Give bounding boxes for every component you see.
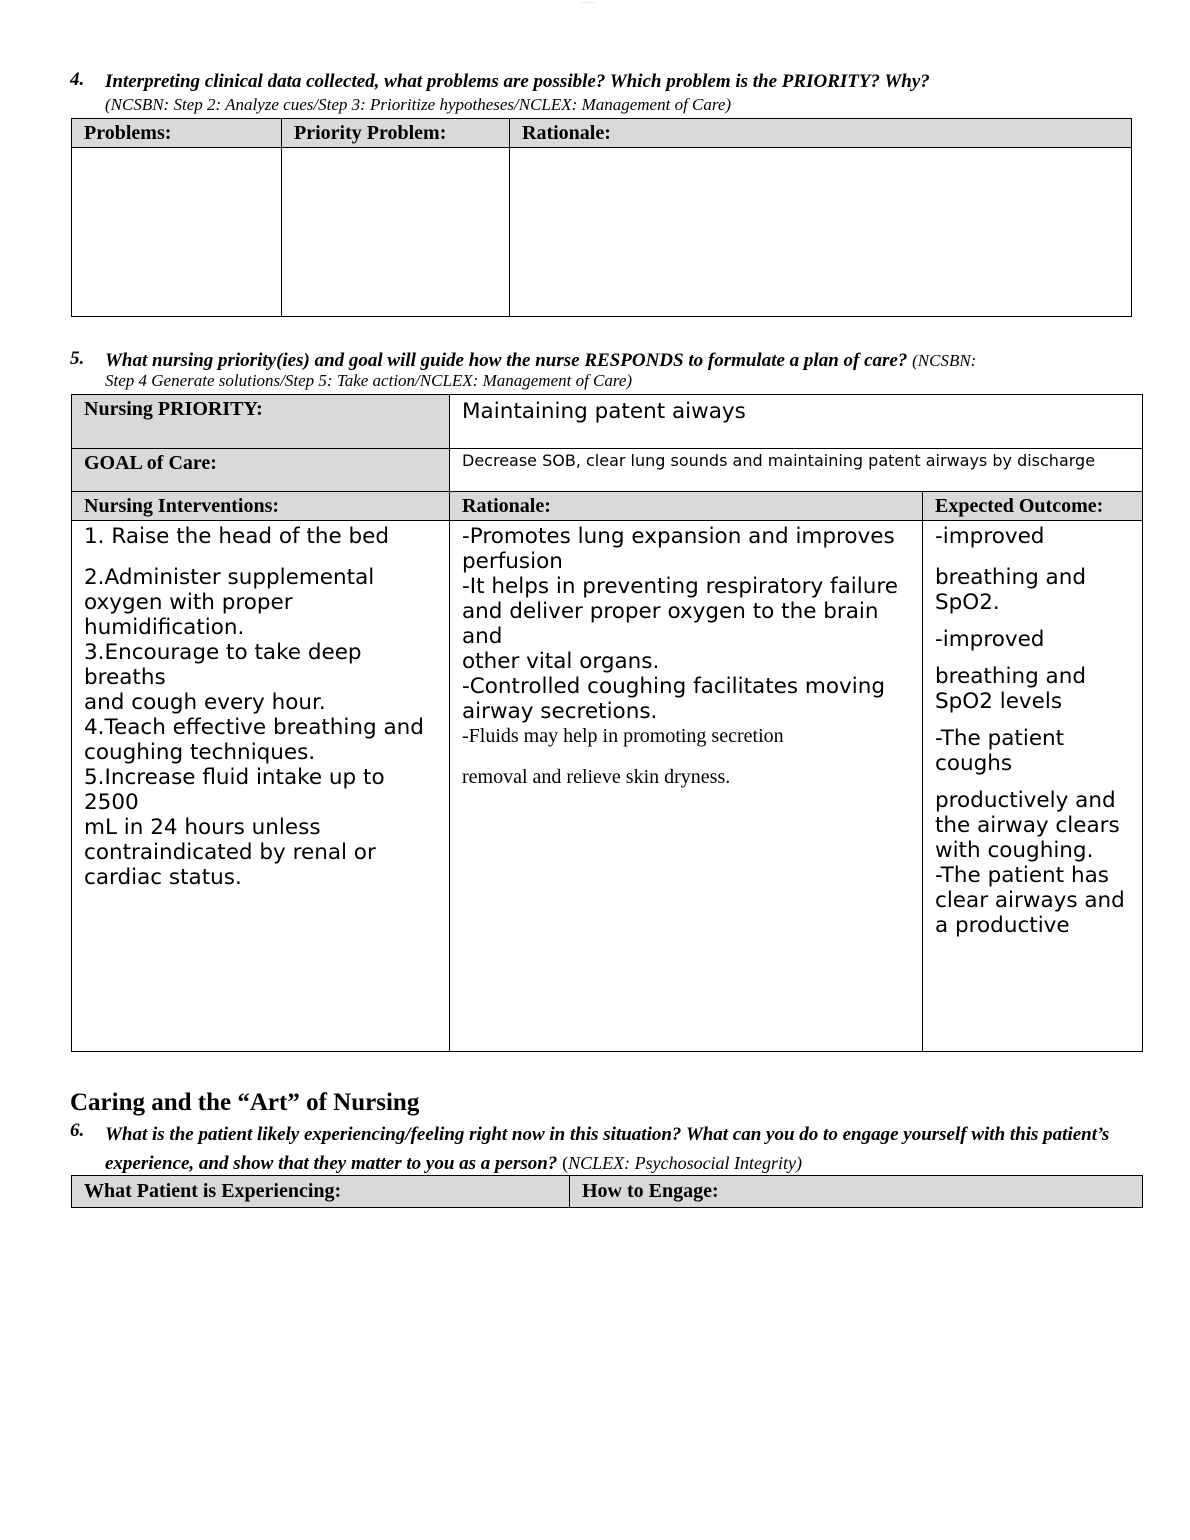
question-4 [70, 69, 1130, 115]
nursing-priority-label: Nursing PRIORITY: [72, 395, 450, 449]
outcome-line: -improved [935, 627, 1045, 652]
question-5 [70, 348, 1130, 391]
outcome-line: breathing and SpO2. [935, 565, 1087, 615]
question-reference: Step 4 Generate solutions/Step 5: Take action/NCLEX: Management of Care) [105, 371, 633, 390]
intervention-line: 5.Increase fluid intake up to 2500 [84, 765, 385, 815]
section-title: Caring and the “Art” of Nursing [70, 1089, 420, 1116]
problems-cell[interactable] [72, 148, 282, 317]
outcome-line: -improved [935, 524, 1045, 549]
plan-of-care-table [71, 394, 1143, 1052]
intervention-line: 4.Teach effective breathing and [84, 715, 424, 740]
goal-of-care-label: GOAL of Care: [72, 449, 450, 492]
outcome-line: -The patient coughs [935, 726, 1065, 776]
intervention-line: 1. Raise the head of the bed [84, 524, 390, 549]
question-reference: NCLEX: Psychosocial Integrity) [568, 1153, 803, 1173]
intervention-line: mL in 24 hours unless contraindicated by renal or cardiac status. [84, 815, 376, 890]
outcome-line: productively and the airway clears with coughing. [935, 788, 1120, 863]
interventions-cell[interactable] [72, 521, 450, 1052]
outcome-line: breathing and SpO2 levels [935, 664, 1087, 714]
question-number: 5. [70, 348, 85, 369]
nursing-priority-value[interactable]: Maintaining patent aiways [450, 395, 1143, 449]
intervention-line: 2.Administer supplemental oxygen with proper humidification. [84, 565, 375, 640]
rationale-line: -Promotes lung expansion and improves [462, 524, 895, 549]
patient-experiencing-header: What Patient is Experiencing: [72, 1176, 570, 1208]
outcome-line: a productive [935, 913, 1070, 938]
rationale-line: and deliver proper oxygen to the brain and [462, 599, 879, 649]
expected-outcome-cell[interactable] [923, 521, 1143, 1052]
priority-problem-cell[interactable] [282, 148, 510, 317]
rationale-line: removal and relieve skin dryness. [462, 766, 731, 788]
intervention-line: and cough every hour. [84, 690, 326, 715]
question-text: Interpreting clinical data collected, what problems are possible? Which problem is the PRIORITY? Why? [105, 71, 930, 92]
header-mark: ·········· [582, 0, 595, 5]
question-reference-start: (NCSBN: [912, 351, 977, 370]
rationale-line: airway secretions. [462, 699, 658, 724]
intervention-line: 3.Encourage to take deep breaths [84, 640, 362, 690]
problems-table [71, 118, 1132, 317]
rationale-cell[interactable] [510, 148, 1132, 317]
rationale-header: Rationale: [510, 119, 1132, 148]
how-to-engage-header: How to Engage: [570, 1176, 1143, 1208]
goal-of-care-value[interactable]: Decrease SOB, clear lung sounds and maintaining patent airways by discharge [450, 449, 1143, 492]
rationale-line: -Fluids may help in promoting secretion [462, 725, 784, 747]
question-number: 4. [70, 69, 85, 90]
interventions-header: Nursing Interventions: [72, 492, 450, 521]
rationale-line: perfusion [462, 549, 563, 574]
outcome-line: -The patient has clear airways and [935, 863, 1125, 913]
question-reference-paren: ( [562, 1153, 569, 1173]
question-number: 6. [70, 1120, 85, 1141]
question-text: What nursing priority(ies) and goal will guide how the nurse RESPONDS to formulate a plan of care? [105, 350, 908, 371]
rationale-col-header: Rationale: [450, 492, 923, 521]
engagement-table [71, 1175, 1143, 1208]
priority-problem-header: Priority Problem: [282, 119, 510, 148]
intervention-line: coughing techniques. [84, 740, 316, 765]
question-text: What is the patient likely experiencing/feeling right now in this situation? What can you do to engage yourself with this patient’s experience, and show that they matter to you as a person? [105, 1124, 1110, 1174]
rationale-line: -Controlled coughing facilitates moving [462, 674, 885, 699]
question-reference: (NCSBN: Step 2: Analyze cues/Step 3: Prioritize hypotheses/NCLEX: Management of Care) [105, 95, 732, 114]
rationale-cell[interactable] [450, 521, 923, 1052]
rationale-line: -It helps in preventing respiratory failure [462, 574, 898, 599]
expected-outcome-header: Expected Outcome: [923, 492, 1143, 521]
question-6 [70, 1120, 1145, 1178]
problems-header: Problems: [72, 119, 282, 148]
rationale-line: other vital organs. [462, 649, 660, 674]
